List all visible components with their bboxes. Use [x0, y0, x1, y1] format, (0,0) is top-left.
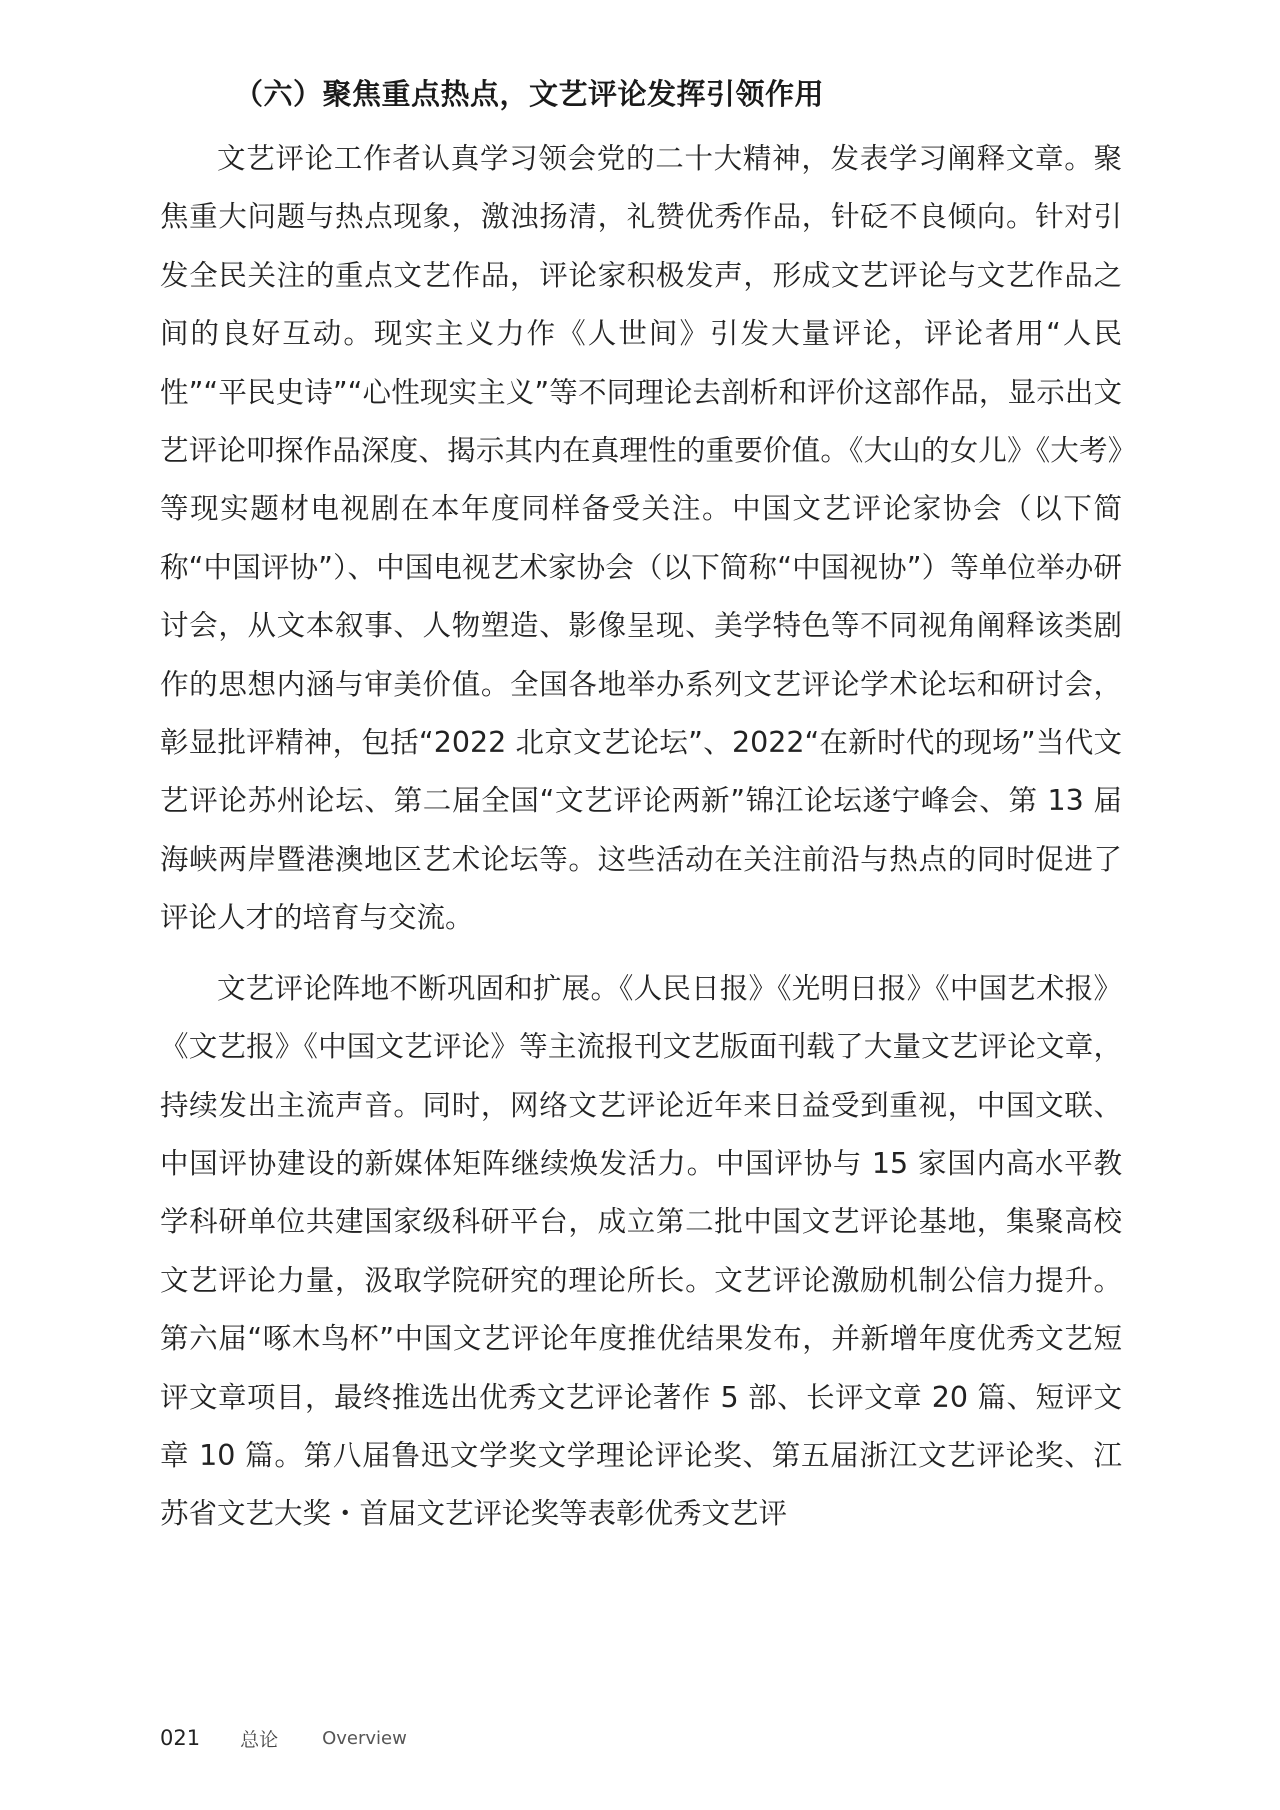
page-footer: [160, 1724, 407, 1752]
body-paragraph-1: 文艺评论工作者认真学习领会党的二十大精神，发表学习阐释文章。聚焦重大问题与热点现象，激浊扬清，礼赞优秀作品，针砭不良倾向。针对引发全民关注的重点文艺作品，评论家积极发声，形成文艺评论与文艺作品之间的良好互动。现实主义力作《人世间》引发大量评论，评论者用“人民性”“平民史诗”“心性现实主义”等不同理论去剖析和评价这部作品，显示出文艺评论叩探作品深度、揭示其内在真理性的重要价值。《大山的女儿》《大考》等现实题材电视剧在本年度同样备受关注。中国文艺评论家协会（以下简称“中国评协”）、中国电视艺术家协会（以下简称“中国视协”）等单位举办研讨会，从文本叙事、人物塑造、影像呈现、美学特色等不同视角阐释该类剧作的思想内涵与审美价值。全国各地举办系列文艺评论学术论坛和研讨会，彰显批评精神，包括“2022 北京文艺论坛”、2022“在新时代的现场”当代文艺评论苏州论坛、第二届全国“文艺评论两新”锦江论坛遂宁峰会、第 13 届海峡两岸暨港澳地区艺术论坛等。这些活动在关注前沿与热点的同时促进了评论人才的培育与交流。: [160, 142, 1122, 935]
body-paragraph-2: 文艺评论阵地不断巩固和扩展。《人民日报》《光明日报》《中国艺术报》《文艺报》《中国文艺评论》等主流报刊文艺版面刊载了大量文艺评论文章，持续发出主流声音。同时，网络文艺评论近年来日益受到重视，中国文联、中国评协建设的新媒体矩阵继续焕发活力。中国评协与 15 家国内高水平教学科研单位共建国家级科研平台，成立第二批中国文艺评论基地，集聚高校文艺评论力量，汲取学院研究的理论所长。文艺评论激励机制公信力提升。第六届“啄木鸟杯”中国文艺评论年度推优结果发布，并新增年度优秀文艺短评文章项目，最终推选出优秀文艺评论著作 5 部、长评文章 20 篇、短评文章 10 篇。第八届鲁迅文学奖文学理论评论奖、第五届浙江文艺评论奖、江苏省文艺大奖・首届文艺评论奖等表彰优秀文艺评: [160, 971, 1122, 1531]
footer-section-name: 总论: [240, 1728, 279, 1751]
page-number: 021: [160, 1726, 201, 1750]
page-content: [160, 70, 1122, 1544]
section-heading: （六）聚焦重点热点，文艺评论发挥引领作用: [234, 77, 825, 111]
footer-section-name-en: Overview: [322, 1727, 407, 1749]
